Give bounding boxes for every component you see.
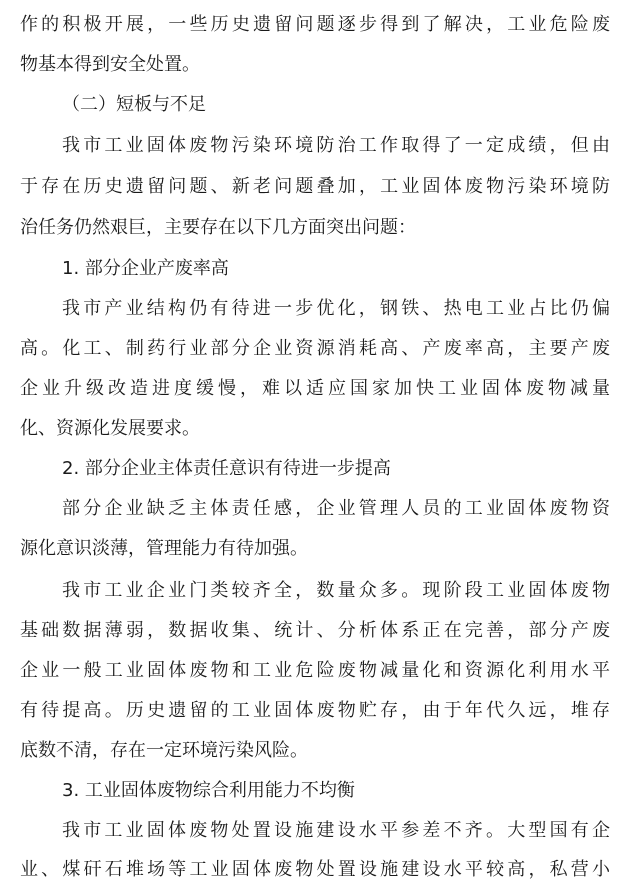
body-line: 我市工业固体废物处置设施建设水平参差不齐。大型国有企	[62, 820, 610, 841]
body-line: 底数不清，存在一定环境污染风险。	[20, 740, 308, 761]
body-line: 企业一般工业固体废物和工业危险废物减量化和资源化利用水平	[20, 660, 610, 681]
body-line: 于存在历史遗留问题、新老问题叠加，工业固体废物污染环境防	[20, 176, 610, 197]
body-line: 作的积极开展，一些历史遗留问题逐步得到了解决，工业危险废	[20, 14, 610, 35]
body-line: 我市产业结构仍有待进一步优化，钢铁、热电工业占比仍偏	[62, 298, 610, 319]
subsection-heading: 1. 部分企业产废率高	[62, 258, 229, 279]
body-line: 基础数据薄弱，数据收集、统计、分析体系正在完善，部分产废	[20, 620, 610, 641]
body-line: 我市工业企业门类较齐全，数量众多。现阶段工业固体废物	[62, 580, 610, 601]
body-line: 部分企业缺乏主体责任感，企业管理人员的工业固体废物资	[62, 498, 610, 519]
section-heading: （二）短板与不足	[62, 94, 206, 115]
body-line: 源化意识淡薄，管理能力有待加强。	[20, 538, 308, 559]
subsection-heading: 3. 工业固体废物综合利用能力不均衡	[62, 780, 355, 801]
body-line: 企业升级改造进度缓慢，难以适应国家加快工业固体废物减量	[20, 378, 610, 399]
subsection-heading: 2. 部分企业主体责任意识有待进一步提高	[62, 458, 391, 479]
body-line: 业、煤矸石堆场等工业固体废物处置设施建设水平较高，私营小	[20, 859, 610, 880]
body-line: 有待提高。历史遗留的工业固体废物贮存，由于年代久远，堆存	[20, 700, 610, 721]
body-line: 物基本得到安全处置。	[20, 54, 200, 75]
body-line: 我市工业固体废物污染环境防治工作取得了一定成绩，但由	[62, 135, 610, 156]
body-line: 高。化工、制药行业部分企业资源消耗高、产废率高，主要产废	[20, 338, 610, 359]
body-line: 治任务仍然艰巨，主要存在以下几方面突出问题：	[20, 217, 416, 238]
body-line: 化、资源化发展要求。	[20, 418, 200, 439]
